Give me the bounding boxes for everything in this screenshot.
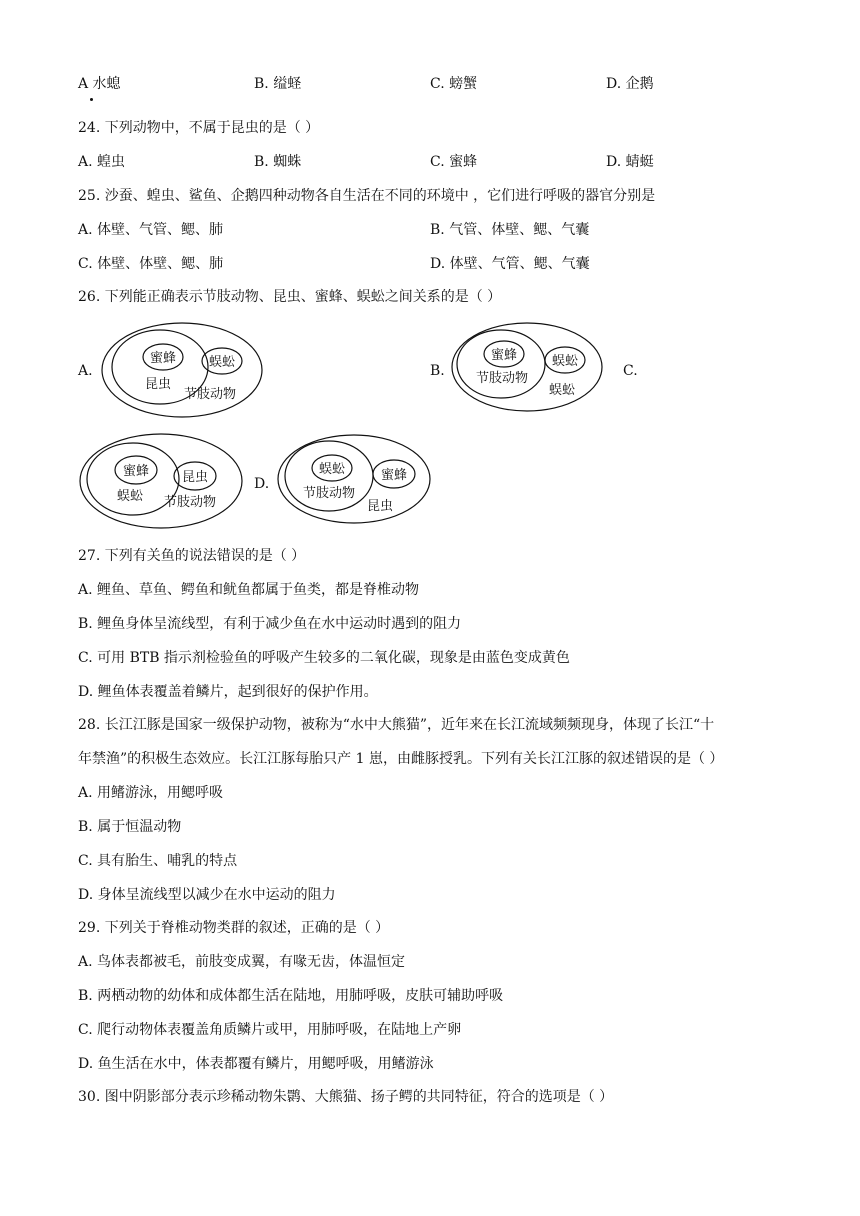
venn-b-side-label: 蜈蚣 (551, 354, 579, 369)
venn-c-outer-label: 节肢动物 (163, 495, 217, 510)
q24-option-c: C. 蜜蜂 (430, 154, 478, 170)
q29-option-b: B. 两栖动物的幼体和成体都生活在陆地，用肺呼吸，皮肤可辅助呼吸 (78, 988, 504, 1004)
q25-option-d: D. 体壁、气管、鳃、气囊 (430, 256, 590, 272)
q27-option-d: D. 鲤鱼体表覆盖着鳞片，起到很好的保护作用。 (78, 684, 378, 700)
venn-a-inner-label: 蜜蜂 (149, 351, 177, 366)
venn-a-outer (102, 323, 262, 417)
venn-a-outer-label: 节肢动物 (183, 387, 237, 402)
q28-stem-line2: 年禁渔”的积极生态效应。长江江豚每胎只产 1 崽，由雌豚授乳。下列有关长江江豚的叙述错误的是（ ） (78, 751, 724, 767)
q24-option-a: A. 蝗虫 (78, 154, 126, 170)
q27-option-a: A. 鲤鱼、草鱼、鳄鱼和鱿鱼都属于鱼类，都是脊椎动物 (78, 582, 420, 598)
q25-stem: 25. 沙蚕、蝗虫、鲨鱼、企鹅四种动物各自生活在不同的环境中 ，它们进行呼吸的器官分别是 (78, 188, 656, 204)
venn-d-inner-label: 蜈蚣 (318, 462, 346, 477)
q23-option-c: C. 螃蟹 (430, 76, 478, 92)
q29-option-c: C. 爬行动物体表覆盖角质鳞片或甲，用肺呼吸，在陆地上产卵 (78, 1022, 462, 1038)
q27-option-c: C. 可用 BTB 指示剂检验鱼的呼吸产生较多的二氧化碳，现象是由蓝色变成黄色 (78, 650, 570, 666)
venn-diagram-b (450, 320, 606, 416)
venn-b-middle (457, 330, 545, 398)
venn-b-outer-label: 蜈蚣 (548, 383, 576, 398)
venn-d-outer-label: 昆虫 (366, 499, 394, 514)
q26-option-b-letter: B. (430, 363, 445, 379)
q28-option-a: A. 用鳍游泳，用鳃呼吸 (78, 785, 224, 801)
q27-option-b: B. 鲤鱼身体呈流线型，有利于减少鱼在水中运动时遇到的阻力 (78, 616, 462, 632)
q28-option-c: C. 具有胎生、哺乳的特点 (78, 853, 238, 869)
venn-d-outer (278, 435, 430, 523)
q28-option-b: B. 属于恒温动物 (78, 819, 182, 835)
q24-option-b: B. 蜘蛛 (254, 154, 302, 170)
q23-option-b: B. 缢蛏 (254, 76, 302, 92)
venn-a-side-label: 蜈蚣 (208, 355, 236, 370)
q26-option-c-letter: C. (623, 363, 638, 379)
q24-option-d: D. 蜻蜓 (606, 154, 654, 170)
q25-option-c: C. 体壁、体壁、鳃、肺 (78, 256, 224, 272)
q29-option-d: D. 鱼生活在水中，体表都覆有鳞片，用鳃呼吸，用鳍游泳 (78, 1056, 434, 1072)
q25-option-a: A. 体壁、气管、鳃、肺 (78, 222, 224, 238)
venn-diagram-a (100, 320, 266, 420)
venn-b-middle-label: 节肢动物 (475, 371, 529, 386)
venn-d-side-label: 蜜蜂 (380, 468, 408, 483)
q29-option-a: A. 鸟体表都被毛，前肢变成翼，有喙无齿，体温恒定 (78, 954, 406, 970)
q28-stem-line1: 28. 长江江豚是国家一级保护动物，被称为“水中大熊猫”，近年来在长江流域频频现身，体现了长江“十 (78, 717, 715, 733)
q23-option-a: A 水螅 (78, 76, 121, 92)
venn-c-inner-label: 蜜蜂 (122, 464, 150, 479)
venn-b-inner-label: 蜜蜂 (490, 348, 518, 363)
venn-c-middle-label: 蜈蚣 (116, 489, 144, 504)
venn-diagram-c (78, 432, 246, 530)
q26-stem: 26. 下列能正确表示节肢动物、昆虫、蜜蜂、蜈蚣之间关系的是（ ） (78, 289, 502, 305)
stray-dot (90, 98, 93, 101)
venn-d-middle-label: 节肢动物 (302, 486, 356, 501)
q29-stem: 29. 下列关于脊椎动物类群的叙述，正确的是（ ） (78, 920, 390, 936)
q28-option-d: D. 身体呈流线型以减少在水中运动的阻力 (78, 887, 336, 903)
q23-option-d: D. 企鹅 (606, 76, 654, 92)
venn-diagram-d (276, 432, 434, 526)
q25-option-b: B. 气管、体壁、鳃、气囊 (430, 222, 590, 238)
q26-option-d-letter: D. (254, 476, 270, 492)
q24-stem: 24. 下列动物中，不属于昆虫的是（ ） (78, 120, 320, 136)
q26-option-a-letter: A. (78, 363, 93, 379)
q27-stem: 27. 下列有关鱼的说法错误的是（ ） (78, 548, 306, 564)
venn-c-side-label: 昆虫 (181, 470, 209, 485)
q30-stem: 30. 图中阴影部分表示珍稀动物朱鹮、大熊猫、扬子鳄的共同特征，符合的选项是（ ） (78, 1089, 614, 1105)
venn-a-middle-label: 昆虫 (144, 377, 172, 392)
venn-c-outer (80, 434, 242, 528)
